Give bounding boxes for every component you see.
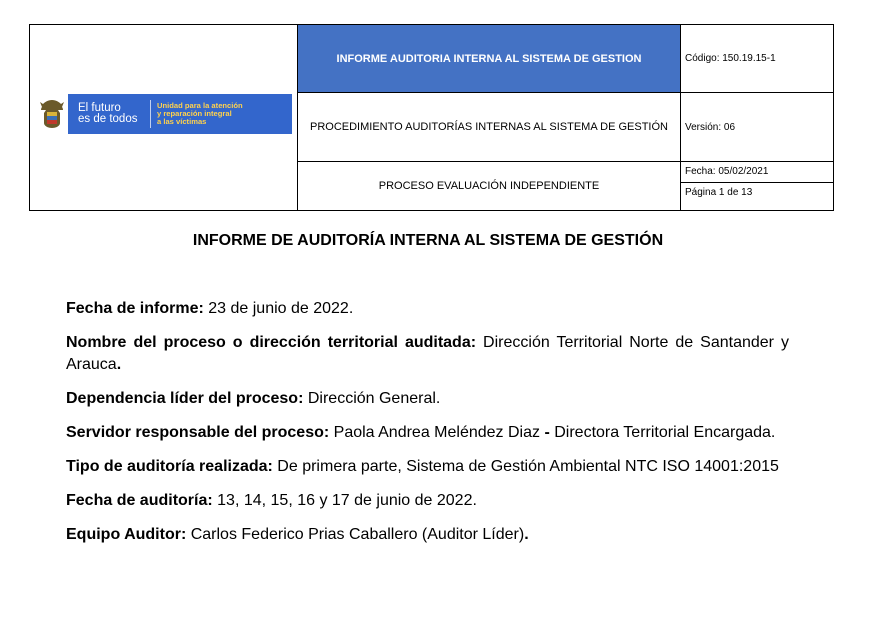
header-title: INFORME AUDITORIA INTERNA AL SISTEMA DE GESTION	[298, 25, 681, 93]
document-code: Código: 150.19.15-1	[681, 25, 834, 93]
field-audit-type	[66, 456, 789, 478]
date-page-cell	[681, 162, 834, 211]
field-label: Equipo Auditor:	[66, 526, 187, 543]
logo-sub-line: y reparación integral	[157, 109, 232, 118]
field-separator: -	[544, 424, 550, 441]
procedure-name: PROCEDIMIENTO AUDITORÍAS INTERNAS AL SISTEMA DE GESTIÓN	[298, 93, 681, 162]
field-label: Tipo de auditoría realizada:	[66, 458, 273, 475]
document-title: INFORME DE AUDITORÍA INTERNA AL SISTEMA DE GESTIÓN	[192, 232, 664, 249]
logo-cell	[30, 25, 298, 211]
process-name: PROCESO EVALUACIÓN INDEPENDIENTE	[298, 162, 681, 211]
field-label: Fecha de auditoría:	[66, 492, 213, 509]
logo-sub-line: Unidad para la atención	[157, 101, 243, 110]
field-value: 23 de junio de 2022.	[203, 300, 354, 317]
field-tail: .	[116, 356, 122, 373]
field-audit-team	[66, 524, 789, 546]
logo-sub-line: a las víctimas	[157, 117, 207, 126]
logo-main-line: es de todos	[78, 113, 138, 125]
field-value: Directora Territorial Encargada.	[549, 424, 776, 441]
page-number: Página 1 de 13	[681, 182, 833, 202]
logo-divider	[150, 100, 151, 128]
field-audited-process	[66, 332, 789, 376]
document-version: Versión: 06	[681, 93, 834, 162]
document-header-table	[29, 24, 834, 211]
field-value: 13, 14, 15, 16 y 17 de junio de 2022.	[212, 492, 477, 509]
field-label: Nombre del proceso o dirección territorial auditada:	[66, 334, 477, 351]
field-value: Paola Andrea Meléndez Diaz	[329, 424, 545, 441]
logo-main-text	[78, 103, 144, 125]
field-report-date	[66, 298, 789, 320]
report-fields	[66, 298, 789, 558]
field-tail: .	[524, 526, 529, 543]
institution-logo	[36, 94, 292, 134]
field-value: Dirección General.	[303, 390, 441, 407]
field-responsible-officer	[66, 422, 789, 444]
logo-main-line: El futuro	[78, 102, 121, 114]
field-audit-date	[66, 490, 789, 512]
field-value: Carlos Federico Prias Caballero (Auditor Líder)	[186, 526, 525, 543]
document-date: Fecha: 05/02/2021	[685, 166, 769, 177]
logo-sub-text	[157, 102, 292, 126]
field-label: Servidor responsable del proceso:	[66, 424, 330, 441]
field-lead-dependency	[66, 388, 789, 410]
field-label: Fecha de informe:	[66, 300, 204, 317]
field-value: De primera parte, Sistema de Gestión Ambiental NTC ISO 14001:2015	[272, 458, 779, 475]
field-label: Dependencia líder del proceso:	[66, 390, 304, 407]
colombia-coat-of-arms-icon	[36, 94, 68, 134]
field-value: Dirección Territorial Norte de Santander y Arauca	[66, 334, 789, 373]
